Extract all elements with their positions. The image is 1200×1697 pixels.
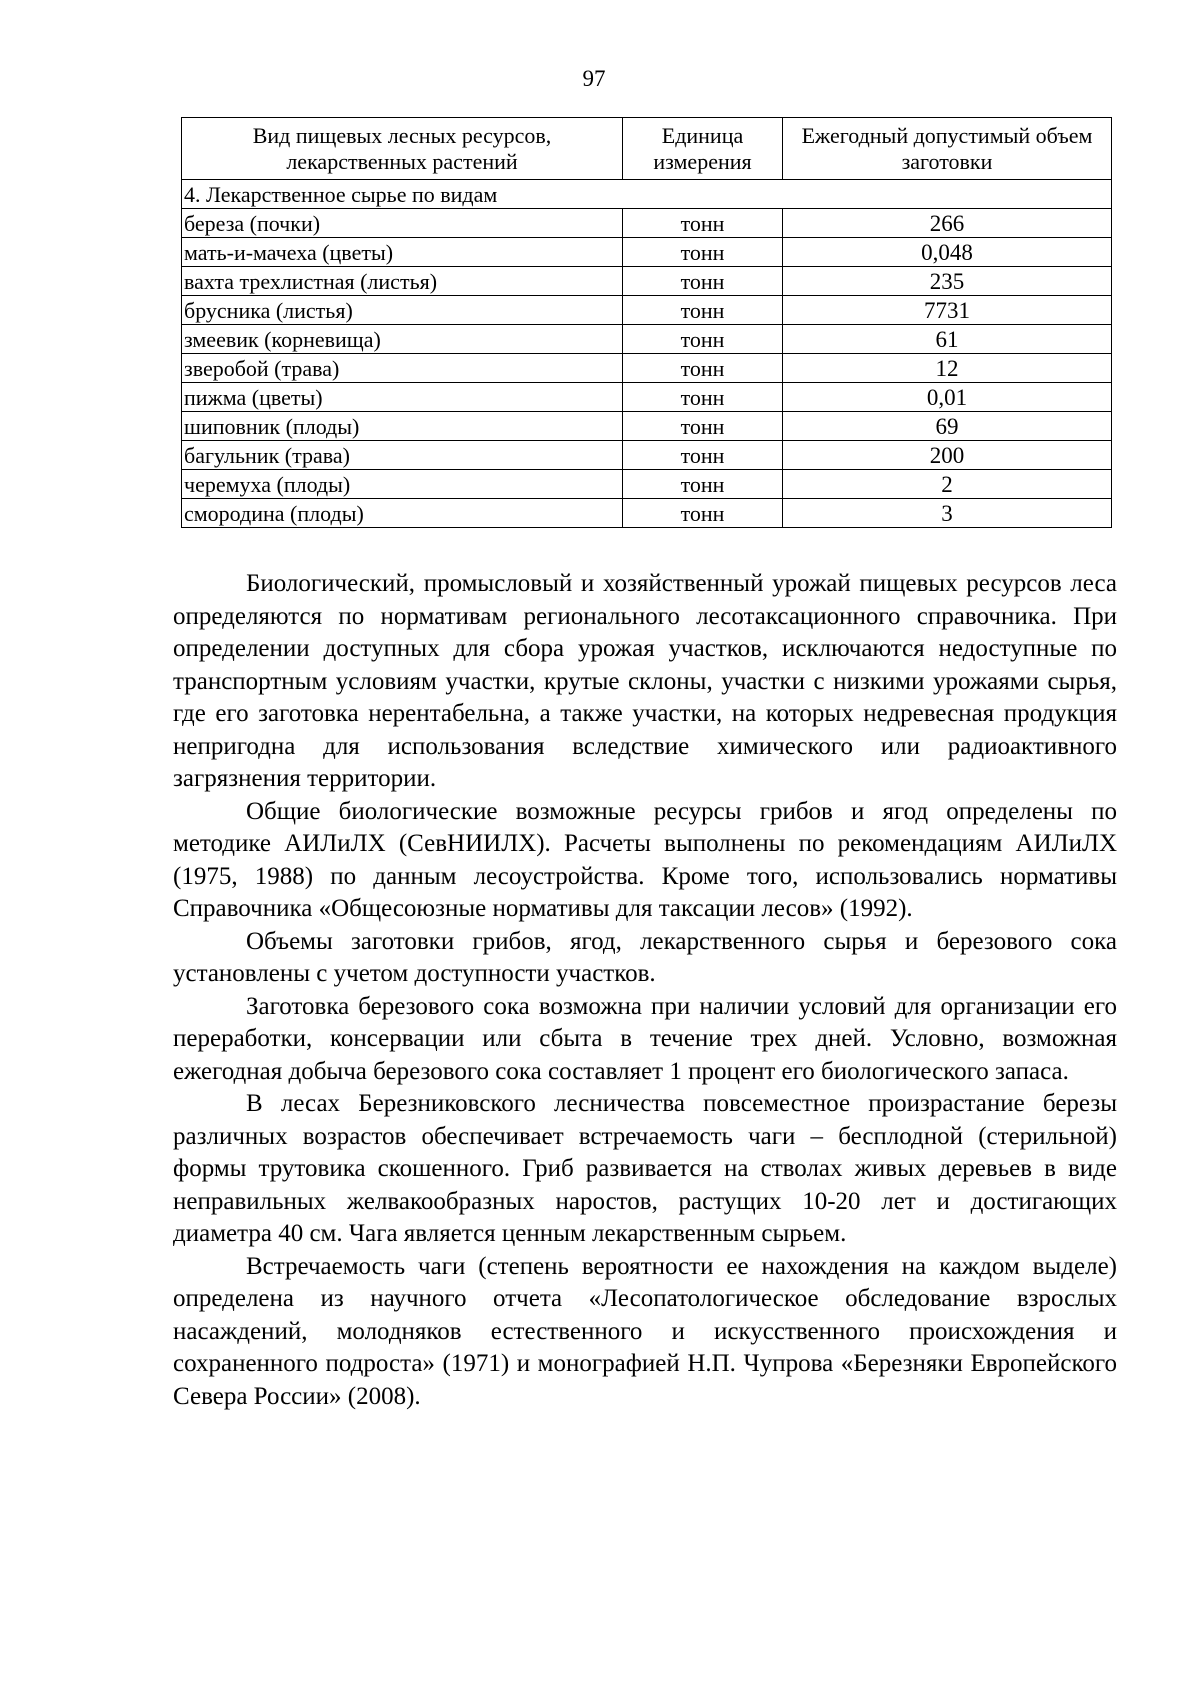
resource-name-cell: вахта трехлистная (листья) <box>182 267 623 296</box>
unit-cell: тонн <box>623 383 783 412</box>
resources-table <box>181 117 1112 528</box>
volume-cell: 3 <box>783 499 1112 528</box>
resource-name-cell: пижма (цветы) <box>182 383 623 412</box>
paragraph: Общие биологические возможные ресурсы грибов и ягод определены по методике АИЛиЛХ (СевНИИЛХ). Расчеты выполнены по рекомендациям АИЛиЛХ (1975, 1988) по данным лесоустройства. Кроме того, использовались нормативы Справочника «Общесоюзные нормативы для таксации лесов» (1992). <box>173 797 1117 922</box>
unit-cell: тонн <box>623 325 783 354</box>
unit-cell: тонн <box>623 470 783 499</box>
volume-cell: 0,01 <box>783 383 1112 412</box>
table-row <box>182 499 1112 528</box>
volume-cell: 61 <box>783 325 1112 354</box>
resource-name-cell: шиповник (плоды) <box>182 412 623 441</box>
paragraph: Биологический, промысловый и хозяйственный урожай пищевых ресурсов леса определяются по нормативам регионального лесотаксационного справочника. При определении доступных для сбора урожая участков, исключаются недоступные по транспортным условиям участки, крутые склоны, участки с низкими урожаями сырья, где его заготовка нерентабельна, а также участки, на которых недревесная продукция непригодна для использования вследствие химического или радиоактивного загрязнения территории. <box>173 570 1117 792</box>
table-header-row <box>182 118 1112 180</box>
resource-name-cell: багульник (трава) <box>182 441 623 470</box>
volume-cell: 0,048 <box>783 238 1112 267</box>
table-row <box>182 441 1112 470</box>
volume-cell: 7731 <box>783 296 1112 325</box>
volume-cell: 200 <box>783 441 1112 470</box>
header-unit: Единица измерения <box>623 118 783 180</box>
table-row <box>182 383 1112 412</box>
unit-cell: тонн <box>623 354 783 383</box>
volume-cell: 12 <box>783 354 1112 383</box>
paragraph: Объемы заготовки грибов, ягод, лекарственного сырья и березового сока установлены с учетом доступности участков. <box>173 927 1117 987</box>
group-label: 4. Лекарственное сырье по видам <box>182 180 1112 209</box>
header-resource-type: Вид пищевых лесных ресурсов, лекарственных растений <box>182 118 623 180</box>
volume-cell: 235 <box>783 267 1112 296</box>
resource-name-cell: брусника (листья) <box>182 296 623 325</box>
resource-name-cell: змеевик (корневища) <box>182 325 623 354</box>
table-row <box>182 238 1112 267</box>
table-row <box>182 325 1112 354</box>
paragraph: Встречаемость чаги (степень вероятности ее нахождения на каждом выделе) определена из научного отчета «Лесопатологическое обследование взрослых насаждений, молодняков естественного и искусственного происхождения и сохраненного подроста» (1971) и монографией Н.П. Чупрова «Березняки Европейского Севера России» (2008). <box>173 1252 1117 1410</box>
table-row <box>182 209 1112 238</box>
paragraph: В лесах Березниковского лесничества повсеместное произрастание березы различных возрастов обеспечивает встречаемость чаги – бесплодной (стерильной) формы трутовика скошенного. Гриб развивается на стволах живых деревьев в виде неправильных желвакообразных наростов, растущих 10-20 лет и достигающих диаметра 40 см. Чага является ценным лекарственным сырьем. <box>173 1090 1117 1247</box>
table-row <box>182 354 1112 383</box>
table-row <box>182 412 1112 441</box>
resource-name-cell: береза (почки) <box>182 209 623 238</box>
resource-name-cell: черемуха (плоды) <box>182 470 623 499</box>
volume-cell: 266 <box>783 209 1112 238</box>
unit-cell: тонн <box>623 412 783 441</box>
volume-cell: 69 <box>783 412 1112 441</box>
unit-cell: тонн <box>623 267 783 296</box>
table-row <box>182 267 1112 296</box>
unit-cell: тонн <box>623 499 783 528</box>
unit-cell: тонн <box>623 238 783 267</box>
resource-name-cell: смородина (плоды) <box>182 499 623 528</box>
unit-cell: тонн <box>623 441 783 470</box>
body-text <box>173 568 1117 1413</box>
volume-cell: 2 <box>783 470 1112 499</box>
table-group-row <box>182 180 1112 209</box>
table-row <box>182 296 1112 325</box>
resource-name-cell: мать-и-мачеха (цветы) <box>182 238 623 267</box>
unit-cell: тонн <box>623 296 783 325</box>
header-annual-volume: Ежегодный допустимый объем заготовки <box>783 118 1112 180</box>
paragraph: Заготовка березового сока возможна при наличии условий для организации его переработки, консервации или сбыта в течение трех дней. Условно, возможная ежегодная добыча березового сока составляет 1 процент его биологического запаса. <box>173 992 1117 1085</box>
page-number: 97 <box>582 66 606 91</box>
unit-cell: тонн <box>623 209 783 238</box>
resource-name-cell: зверобой (трава) <box>182 354 623 383</box>
table-row <box>182 470 1112 499</box>
